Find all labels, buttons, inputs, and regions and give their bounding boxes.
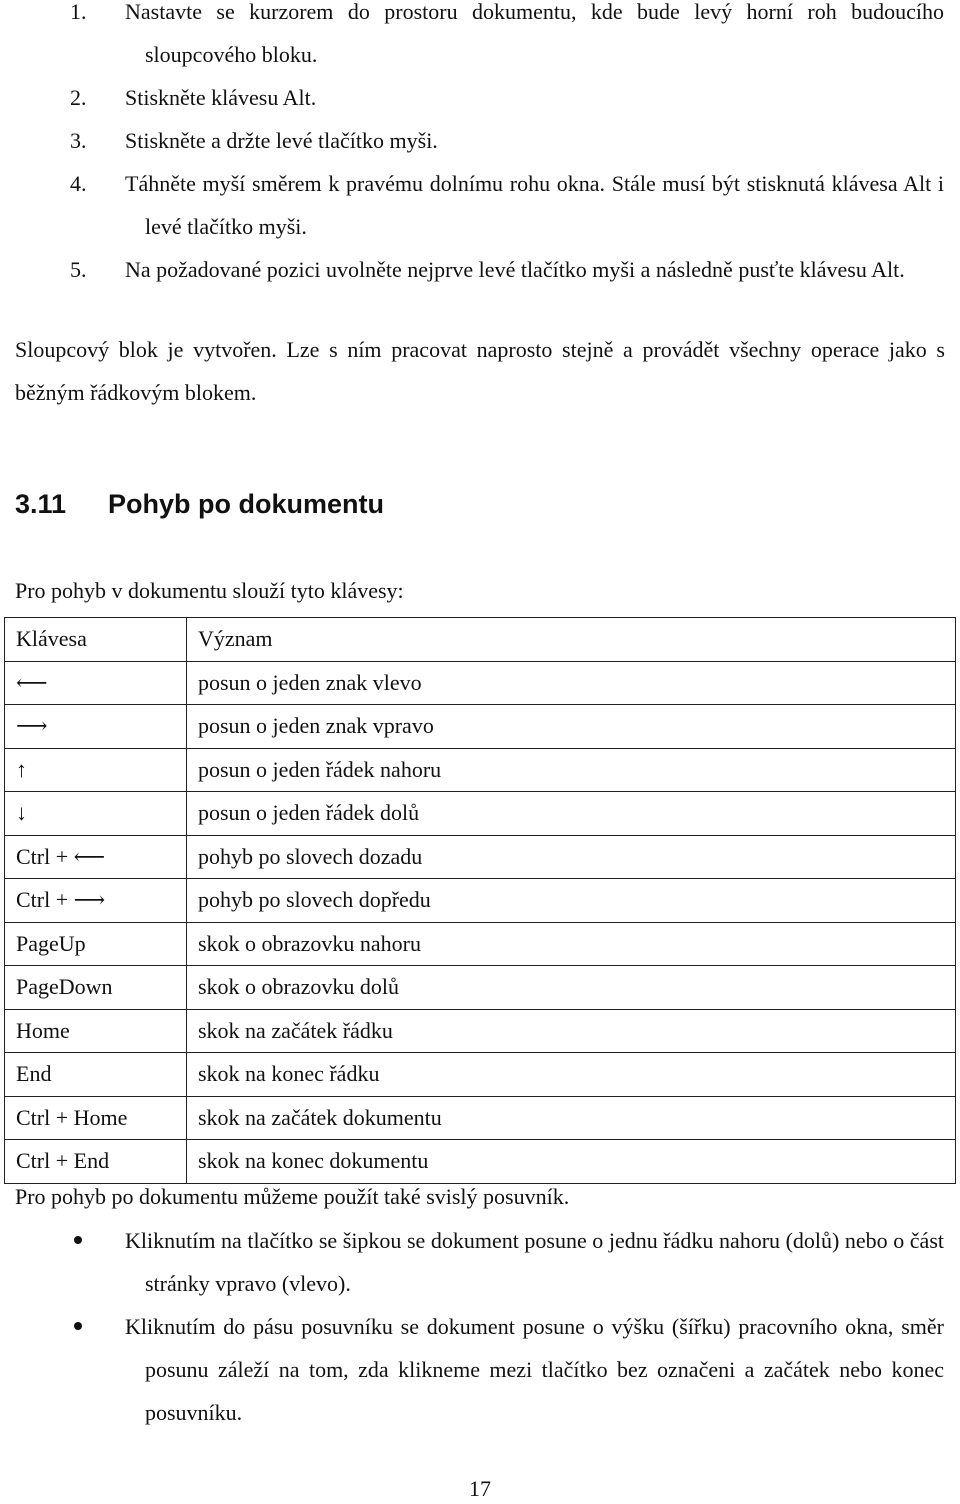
list-item-text: Stiskněte klávesu Alt. (125, 85, 317, 110)
list-item (0, 248, 960, 291)
list-item (0, 162, 960, 248)
key-cell: ↑ (5, 748, 187, 792)
meaning-cell: pohyb po slovech dopředu (187, 879, 956, 923)
list-item (0, 119, 960, 162)
key-cell: Ctrl + Home (5, 1096, 187, 1140)
key-cell: PageUp (5, 922, 187, 966)
list-item-text: Nastavte se kurzorem do prostoru dokumentu, kde bude levý horní roh budoucího sloupcového bloku. (125, 0, 944, 67)
key-cell: PageDown (5, 966, 187, 1010)
list-item-number: 4. (70, 171, 87, 196)
meaning-cell: pohyb po slovech dozadu (187, 835, 956, 879)
bullet-list (0, 1219, 960, 1434)
list-item-number: 2. (70, 85, 87, 110)
page-number: 17 (469, 1476, 491, 1501)
bullet-dot-icon (74, 1322, 82, 1330)
bullet-text: Kliknutím do pásu posuvníku se dokument posune o výšku (šířku) pracovního okna, směr posunu záleží na tom, zda klikneme mezi tlačítko bez označeni a začátek nebo konec posuvníku. (125, 1314, 944, 1425)
table-header-row (5, 618, 956, 662)
key-cell: Home (5, 1009, 187, 1053)
meaning-cell: posun o jeden znak vpravo (187, 705, 956, 749)
list-item-text: Na požadované pozici uvolněte nejprve levé tlačítko myši a následně pusťte klávesu Alt. (125, 257, 905, 282)
table-row (5, 966, 956, 1010)
list-item (0, 76, 960, 119)
list-item-number: 3. (70, 128, 87, 153)
key-cell: Ctrl + ⟶ (5, 879, 187, 923)
key-cell: ⟵ (5, 661, 187, 705)
meaning-cell: skok o obrazovku dolů (187, 966, 956, 1010)
bullet-dot-icon (74, 1236, 82, 1244)
key-cell: Ctrl + End (5, 1140, 187, 1184)
table-row (5, 748, 956, 792)
list-item-number: 1. (70, 0, 87, 24)
meaning-cell: skok na začátek dokumentu (187, 1096, 956, 1140)
key-cell: End (5, 1053, 187, 1097)
meaning-cell: skok na začátek řádku (187, 1009, 956, 1053)
table-row (5, 705, 956, 749)
bullet-text: Kliknutím na tlačítko se šipkou se dokument posune o jednu řádku nahoru (dolů) nebo o část stránky vpravo (vlevo). (125, 1228, 944, 1296)
body-paragraph: Sloupcový blok je vytvořen. Lze s ním pracovat naprosto stejně a provádět všechny operace jako s běžným řádkovým blokem. (15, 337, 945, 405)
key-cell: ⟶ (5, 705, 187, 749)
list-item (0, 0, 960, 76)
column-header-meaning: Význam (187, 618, 956, 662)
table-row (5, 792, 956, 836)
bullet-item (0, 1219, 960, 1305)
numbered-steps-list (0, 0, 960, 291)
section-heading (15, 486, 384, 522)
intro-paragraph: Pro pohyb v dokumentu slouží tyto klávesy: (15, 578, 404, 603)
meaning-cell: posun o jeden znak vlevo (187, 661, 956, 705)
list-item-number: 5. (70, 257, 87, 282)
meaning-cell: skok na konec dokumentu (187, 1140, 956, 1184)
meaning-cell: skok o obrazovku nahoru (187, 922, 956, 966)
meaning-cell: skok na konec řádku (187, 1053, 956, 1097)
table-row (5, 1009, 956, 1053)
table-row (5, 661, 956, 705)
meaning-cell: posun o jeden řádek nahoru (187, 748, 956, 792)
table-row (5, 835, 956, 879)
list-item-text: Táhněte myší směrem k pravému dolnímu rohu okna. Stále musí být stisknutá klávesa Alt i levé tlačítko myši. (125, 171, 944, 239)
meaning-cell: posun o jeden řádek dolů (187, 792, 956, 836)
key-table (4, 617, 956, 1184)
bullet-item (0, 1305, 960, 1434)
table-row (5, 1096, 956, 1140)
section-number: 3.11 (15, 489, 67, 519)
table-row (5, 1053, 956, 1097)
table-row (5, 922, 956, 966)
column-header-key: Klávesa (5, 618, 187, 662)
table-row (5, 879, 956, 923)
key-cell: ↓ (5, 792, 187, 836)
body-paragraph: Pro pohyb po dokumentu můžeme použít také svislý posuvník. (15, 1184, 570, 1209)
section-title: Pohyb po dokumentu (108, 489, 384, 519)
list-item-text: Stiskněte a držte levé tlačítko myši. (125, 128, 438, 153)
key-cell: Ctrl + ⟵ (5, 835, 187, 879)
